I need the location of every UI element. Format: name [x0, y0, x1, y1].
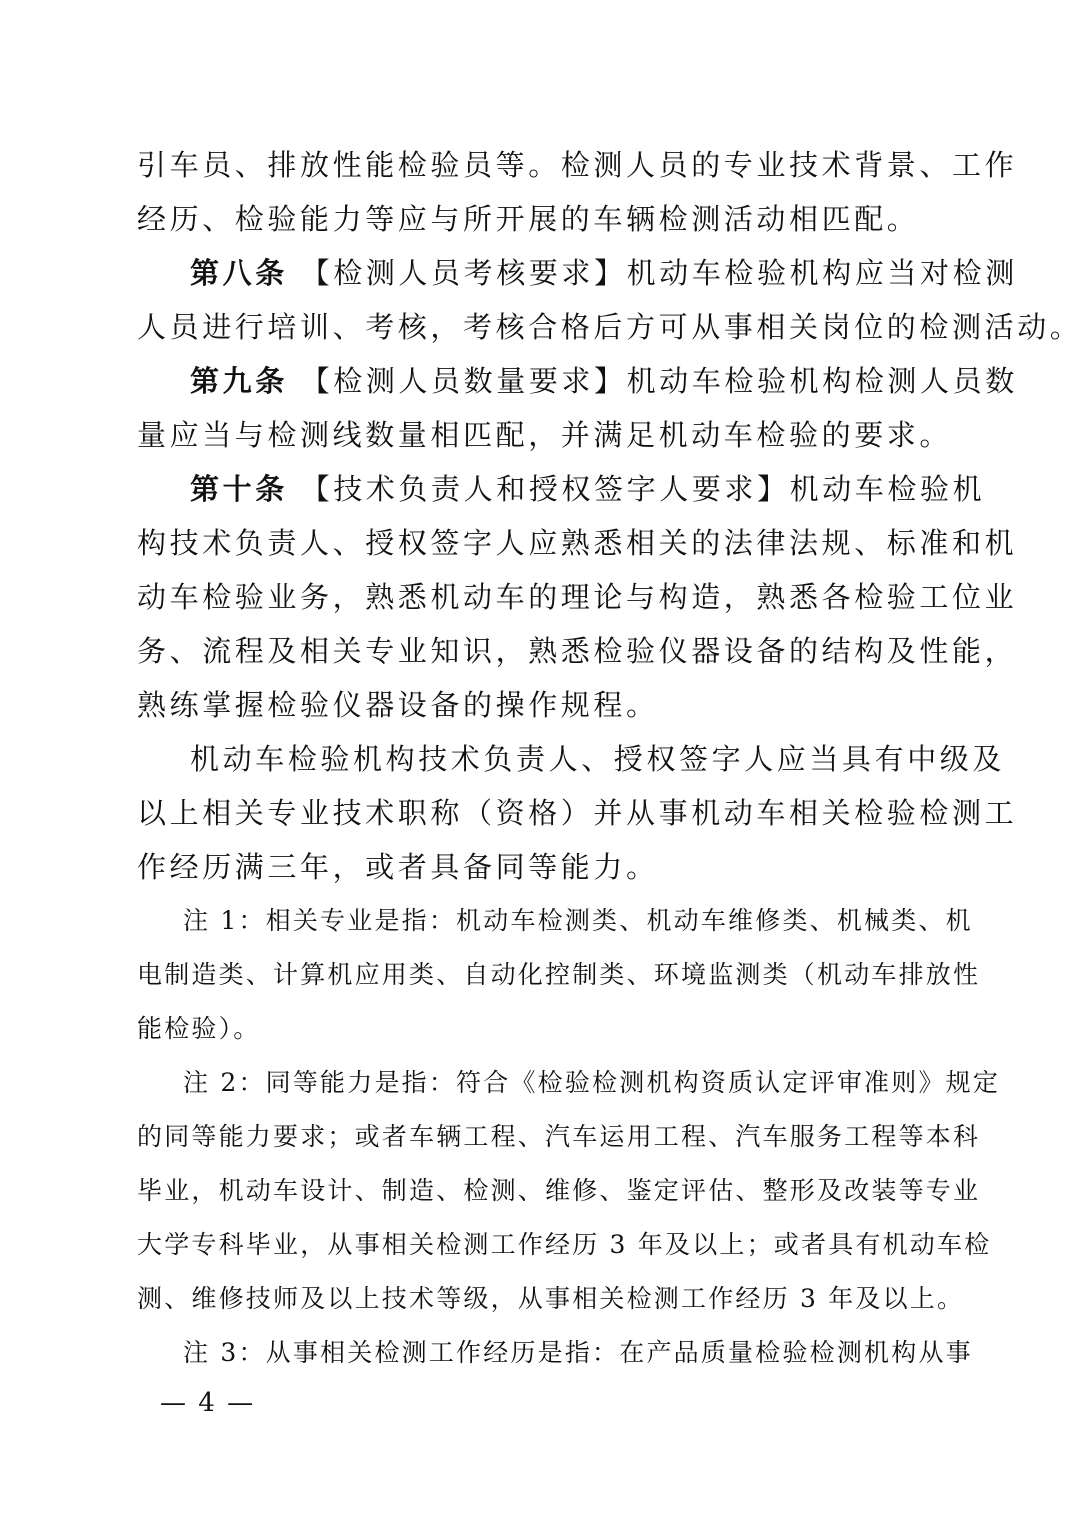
body-line: 机动车检验机构技术负责人、授权签字人应当具有中级及 [190, 742, 1006, 776]
note-line: 毕业，机动车设计、制造、检测、维修、鉴定评估、整形及改装等专业 [137, 1176, 981, 1205]
note-line: 的同等能力要求；或者车辆工程、汽车运用工程、汽车服务工程等本科 [137, 1122, 981, 1151]
note-3-line: 注 3：从事相关检测工作经历是指：在产品质量检验检测机构从事 [183, 1338, 973, 1367]
body-line: 务、流程及相关专业知识，熟悉检验仪器设备的结构及性能， [137, 634, 1018, 668]
body-line: 人员进行培训、考核，考核合格后方可从事相关岗位的检测活动。 [137, 310, 1082, 344]
article-9-line: 第九条 【检测人员数量要求】机动车检验机构检测人员数 [190, 364, 1018, 398]
body-line: 量应当与检测线数量相匹配，并满足机动车检验的要求。 [137, 418, 953, 452]
body-line: 构技术负责人、授权签字人应熟悉相关的法律法规、标准和机 [137, 526, 1018, 560]
note-2-line: 注 2：同等能力是指：符合《检验检测机构资质认定评审准则》规定 [183, 1068, 1001, 1097]
body-line: 熟练掌握检验仪器设备的操作规程。 [137, 688, 659, 722]
body-line: 引车员、排放性能检验员等。检测人员的专业技术背景、工作 [137, 148, 1018, 182]
article-10-line: 第十条 【技术负责人和授权签字人要求】机动车检验机 [190, 472, 986, 506]
body-line: 经历、检验能力等应与所开展的车辆检测活动相匹配。 [137, 202, 920, 236]
note-line: 电制造类、计算机应用类、自动化控制类、环境监测类（机动车排放性 [137, 960, 981, 989]
page-number: — 4 — [160, 1388, 256, 1418]
note-1-line: 注 1：相关专业是指：机动车检测类、机动车维修类、机械类、机 [183, 906, 973, 935]
article-number: 第十条 [190, 472, 288, 506]
body-line: 以上相关专业技术职称（资格）并从事机动车相关检验检测工 [137, 796, 1018, 830]
note-line: 测、维修技师及以上技术等级，从事相关检测工作经历 3 年及以上。 [137, 1284, 965, 1313]
note-line: 大学专科毕业，从事相关检测工作经历 3 年及以上；或者具有机动车检 [137, 1230, 992, 1259]
body-line: 动车检验业务，熟悉机动车的理论与构造，熟悉各检验工位业 [137, 580, 1018, 614]
article-number: 第九条 [190, 364, 288, 398]
note-line: 能检验）。 [137, 1014, 261, 1043]
article-8-line: 第八条 【检测人员考核要求】机动车检验机构应当对检测 [190, 256, 1018, 290]
body-line: 作经历满三年，或者具备同等能力。 [137, 850, 659, 884]
article-number: 第八条 [190, 256, 288, 290]
